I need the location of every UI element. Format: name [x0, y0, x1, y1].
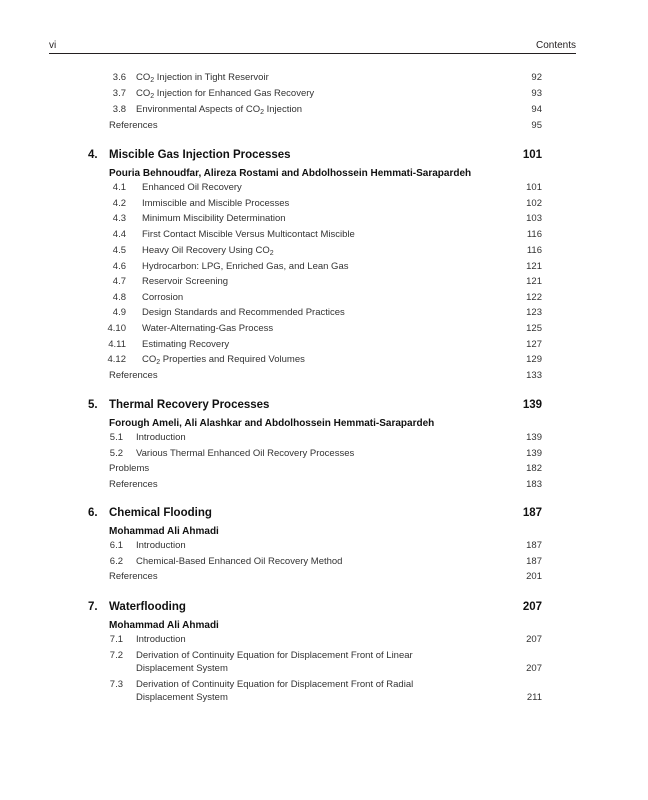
toc-entry[interactable] — [0, 649, 648, 677]
section-title: Hydrocarbon: LPG, Enriched Gas, and Lean Gas — [142, 261, 349, 272]
section-number: 4.9 — [112, 307, 126, 318]
chapter-page: 101 — [522, 149, 542, 161]
chapter-heading[interactable] — [0, 399, 648, 415]
section-number: 3.7 — [112, 88, 126, 99]
section-page: 207 — [526, 634, 542, 645]
references-page: 95 — [531, 120, 542, 131]
chapter-title: Thermal Recovery Processes — [109, 399, 270, 411]
section-number: 6.1 — [109, 540, 123, 551]
section-number: 4.3 — [112, 213, 126, 224]
section-number: 4.12 — [107, 354, 126, 365]
chapter-number: 5. — [88, 399, 98, 411]
references-page: 183 — [526, 479, 542, 490]
section-title: Estimating Recovery — [142, 339, 230, 350]
section-page: 123 — [526, 307, 542, 318]
section-title: Introduction — [136, 634, 186, 645]
section-page: 121 — [526, 276, 542, 287]
section-number: 5.2 — [109, 448, 123, 459]
section-number: 3.6 — [112, 72, 126, 83]
chapter-page: 139 — [522, 399, 542, 411]
section-page: 139 — [526, 432, 542, 443]
references-label: References — [109, 571, 158, 582]
section-title-line2: Displacement System — [136, 663, 228, 674]
section-page: 93 — [531, 88, 542, 99]
section-title: Various Thermal Enhanced Oil Recovery Processes — [136, 448, 355, 459]
section-title: Heavy Oil Recovery Using $CO_2$ — [142, 245, 274, 257]
section-page: 116 — [526, 245, 542, 256]
section-number: 4.11 — [108, 339, 126, 350]
section-title: Environmental Aspects of $CO_2$ Injection — [136, 104, 303, 116]
section-page: 127 — [526, 339, 542, 350]
section-number: 4.8 — [112, 292, 126, 303]
chapter-heading[interactable] — [0, 601, 648, 617]
references-label: References — [109, 120, 158, 131]
section-number: 4.2 — [112, 198, 126, 209]
problems-page: 182 — [526, 463, 542, 474]
section-title: Chemical-Based Enhanced Oil Recovery Method — [136, 556, 343, 567]
problems-label: Problems — [109, 463, 150, 474]
section-title: Reservoir Screening — [142, 276, 229, 287]
references-page: 201 — [526, 571, 542, 582]
section-title: Introduction — [136, 540, 186, 551]
chapter-heading[interactable] — [0, 149, 648, 165]
section-title-line2: Displacement System — [136, 692, 228, 703]
section-number: 4.5 — [112, 245, 126, 256]
section-title: $CO_2$ Injection in Tight Reservoir — [136, 72, 269, 84]
section-title: $CO_2$ Injection for Enhanced Gas Recovery — [136, 88, 315, 100]
section-number: 3.8 — [112, 104, 126, 115]
chapter-title: Chemical Flooding — [109, 507, 212, 519]
section-page: 94 — [531, 104, 542, 115]
section-title: Water-Alternating-Gas Process — [142, 323, 274, 334]
section-page: 116 — [526, 229, 542, 240]
section-page: 207 — [526, 663, 542, 674]
chapter-heading[interactable] — [0, 507, 648, 523]
section-page: 125 — [526, 323, 542, 334]
chapter-number: 6. — [88, 507, 98, 519]
chapter-authors: Forough Ameli, Ali Alashkar and Abdolhossein Hemmati-Sarapardeh — [109, 418, 435, 429]
chapter-authors: Mohammad Ali Ahmadi — [109, 526, 219, 537]
section-number: 7.1 — [109, 634, 123, 645]
chapter-number: 7. — [88, 601, 98, 613]
chapter-authors: Pouria Behnoudfar, Alireza Rostami and Abdolhossein Hemmati-Sarapardeh — [109, 168, 472, 179]
section-number: 7.3 — [109, 679, 123, 690]
chapter-page: 187 — [522, 507, 542, 519]
section-page: 187 — [526, 556, 542, 567]
section-page: 92 — [531, 72, 542, 83]
section-page: 121 — [526, 261, 542, 272]
references-label: References — [109, 370, 158, 381]
section-title-line1: Derivation of Continuity Equation for Displacement Front of Radial — [136, 679, 414, 690]
section-title-line1: Derivation of Continuity Equation for Displacement Front of Linear — [136, 650, 413, 661]
chapter-title: Miscible Gas Injection Processes — [109, 149, 291, 161]
section-number: 4.1 — [112, 182, 126, 193]
section-number: 7.2 — [109, 650, 123, 661]
section-number: 5.1 — [109, 432, 123, 443]
section-title: Design Standards and Recommended Practices — [142, 307, 345, 318]
section-number: 4.6 — [112, 261, 126, 272]
section-number: 6.2 — [109, 556, 123, 567]
section-page: 102 — [526, 198, 542, 209]
section-title: Enhanced Oil Recovery — [142, 182, 242, 193]
chapter-title: Waterflooding — [109, 601, 186, 613]
section-number: 4.7 — [112, 276, 126, 287]
header-rule — [49, 53, 576, 54]
section-title: First Contact Miscible Versus Multicontact Miscible — [142, 229, 355, 240]
chapter-number: 4. — [88, 149, 98, 161]
section-page: 187 — [526, 540, 542, 551]
section-title: Minimum Miscibility Determination — [142, 213, 286, 224]
section-title: Immiscible and Miscible Processes — [142, 198, 290, 209]
section-title: Introduction — [136, 432, 186, 443]
running-title: Contents — [535, 40, 576, 51]
references-label: References — [109, 479, 158, 490]
page-number: vi — [49, 40, 57, 51]
section-page: 103 — [526, 213, 542, 224]
references-page: 133 — [526, 370, 542, 381]
section-page: 139 — [526, 448, 542, 459]
chapter-page: 207 — [522, 601, 542, 613]
section-title: Corrosion — [142, 292, 184, 303]
toc-entry[interactable] — [0, 678, 648, 706]
section-number: 4.10 — [107, 323, 126, 334]
section-page: 129 — [526, 354, 542, 365]
section-title: $CO_2$ Properties and Required Volumes — [142, 354, 305, 366]
section-number: 4.4 — [112, 229, 126, 240]
section-page: 211 — [526, 692, 542, 703]
section-page: 122 — [526, 292, 542, 303]
section-page: 101 — [526, 182, 542, 193]
chapter-authors: Mohammad Ali Ahmadi — [109, 620, 219, 631]
